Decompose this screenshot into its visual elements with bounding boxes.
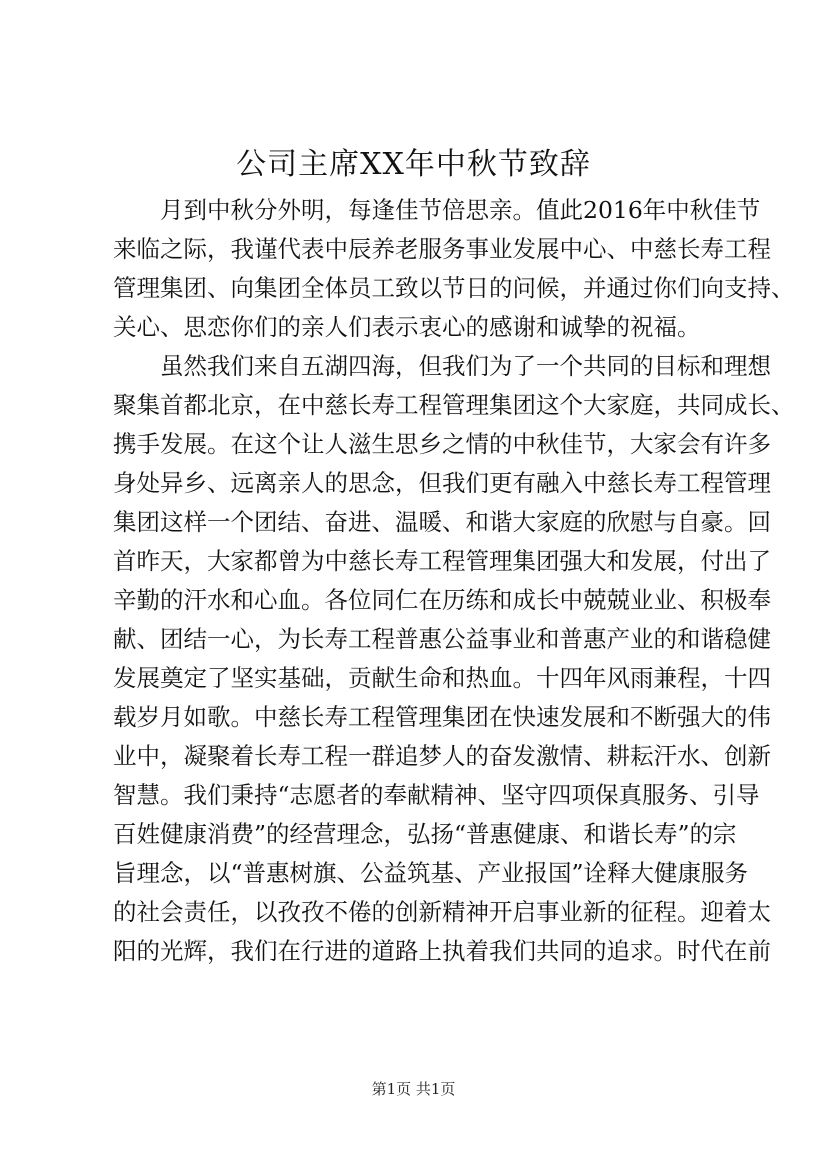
text-line: 关心、思恋你们的亲人们表示衷心的感谢和诚挚的祝福。 bbox=[113, 313, 701, 341]
text-line: 业中，凝聚着长寿工程一群追梦人的奋发激情、耕耘汗水、创新 bbox=[113, 742, 771, 770]
text-line: 管理集团、向集团全体员工致以节日的问候，并通过你们向支持、 bbox=[113, 274, 795, 302]
text-line: 辛勤的汗水和心血。各位同仁在历练和成长中兢兢业业、积极奉 bbox=[113, 586, 771, 614]
text-line: 百姓健康消费”的经营理念，弘扬“普惠健康、和谐长寿”的宗 bbox=[113, 820, 737, 848]
text-line: 发展奠定了坚实基础，贡献生命和热血。十四年风雨兼程，十四 bbox=[113, 664, 771, 692]
text-line: 携手发展。在这个让人滋生思乡之情的中秋佳节，大家会有许多 bbox=[113, 430, 771, 458]
text-line: 身处异乡、远离亲人的思念，但我们更有融入中慈长寿工程管理 bbox=[113, 469, 771, 497]
text-line: 献、团结一心，为长寿工程普惠公益事业和普惠产业的和谐稳健 bbox=[113, 625, 771, 653]
text-line: 集团这样一个团结、奋进、温暖、和谐大家庭的欣慰与自豪。回 bbox=[113, 508, 771, 536]
text-line: 首昨天，大家都曾为中慈长寿工程管理集团强大和发展，付出了 bbox=[113, 547, 771, 575]
document-title: 公司主席XX年中秋节致辞 bbox=[236, 147, 591, 182]
document-body bbox=[113, 191, 795, 971]
text-line: 智慧。我们秉持“志愿者的奉献精神、坚守四项保真服务、引导 bbox=[113, 781, 760, 809]
text-line: 阳的光辉，我们在行进的道路上执着我们共同的追求。时代在前 bbox=[113, 937, 771, 965]
paragraph bbox=[113, 347, 795, 971]
text-line: 载岁月如歌。中慈长寿工程管理集团在快速发展和不断强大的伟 bbox=[113, 703, 771, 731]
paragraph bbox=[113, 191, 795, 347]
text-line: 的社会责任，以孜孜不倦的创新精神开启事业新的征程。迎着太 bbox=[113, 898, 771, 926]
text-line: 来临之际，我谨代表中辰养老服务事业发展中心、中慈长寿工程 bbox=[113, 235, 771, 263]
text-line: 聚集首都北京，在中慈长寿工程管理集团这个大家庭，共同成长、 bbox=[113, 391, 795, 419]
text-line: 月到中秋分外明，每逢佳节倍思亲。值此2016年中秋佳节 bbox=[160, 196, 761, 224]
text-line: 旨理念，以“普惠树旗、公益筑基、产业报国”诠释大健康服务 bbox=[113, 859, 749, 887]
text-line: 虽然我们来自五湖四海，但我们为了一个共同的目标和理想 bbox=[160, 352, 771, 380]
page-number-footer: 第1页 共1页 bbox=[371, 1080, 456, 1098]
